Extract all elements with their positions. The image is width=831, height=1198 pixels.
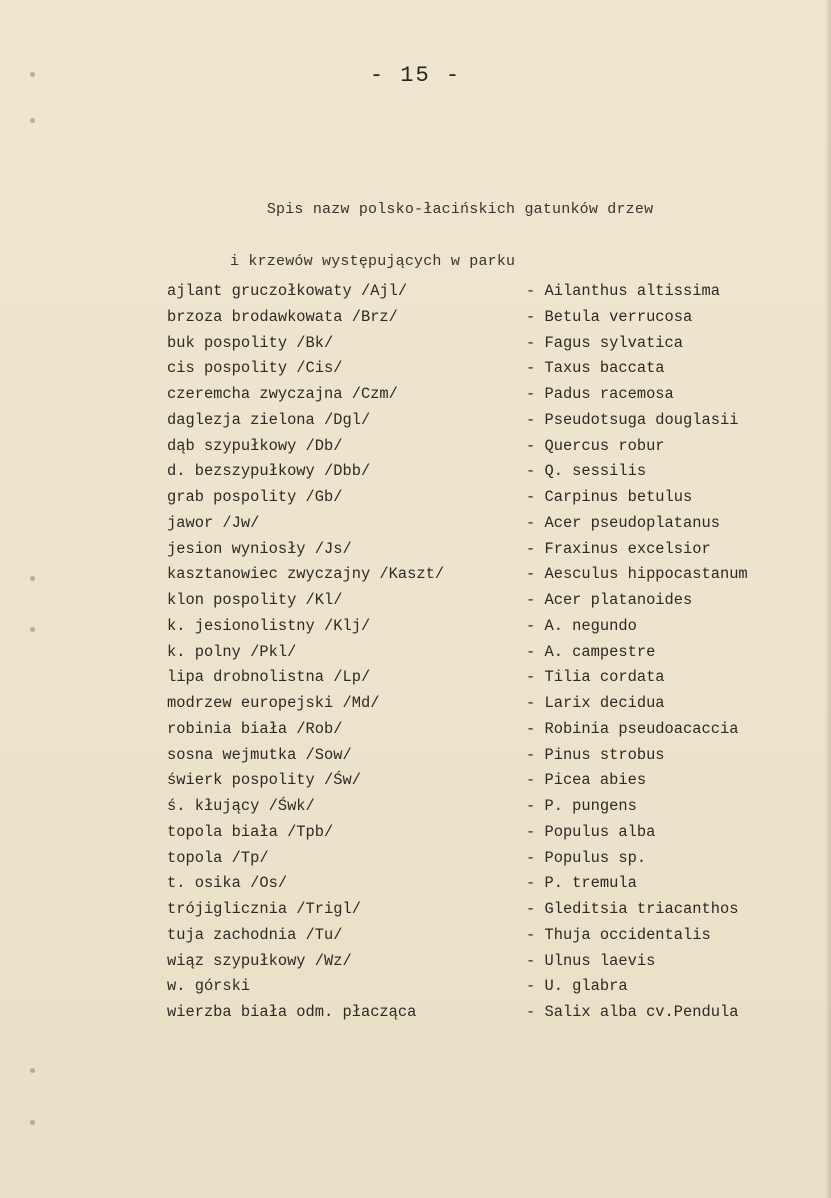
latin-name: - Aesculus hippocastanum (526, 565, 748, 584)
latin-name: - Populus alba (526, 822, 656, 841)
latin-name: - Gleditsia triacanthos (526, 900, 739, 918)
latin-name: - Quercus robur (526, 436, 665, 455)
species-row (0, 974, 831, 1000)
latin-name: - Populus sp. (526, 848, 647, 867)
title-line-2: i krzewów występujących w parku (230, 253, 516, 270)
polish-name: w. górski (167, 977, 251, 996)
polish-name: cis pospolity /Cis/ (167, 359, 343, 378)
species-row (0, 768, 831, 794)
page-number: - 15 - (369, 63, 462, 88)
latin-name: - U. glabra (526, 977, 628, 996)
polish-name: grab pospolity /Gb/ (167, 488, 343, 506)
polish-name: ś. kłujący /Śwk/ (167, 797, 315, 815)
species-row (0, 459, 831, 485)
latin-name: - Taxus baccata (526, 359, 665, 378)
latin-name: - Acer platanoides (526, 591, 693, 609)
polish-name: daglezja zielona /Dgl/ (167, 410, 371, 429)
species-row (0, 743, 831, 769)
polish-name: wiąz szypułkowy /Wz/ (167, 951, 352, 970)
latin-name: - Carpinus betulus (526, 488, 693, 506)
latin-name: - Ailanthus altissima (526, 282, 720, 300)
species-row (0, 588, 831, 614)
polish-name: brzoza brodawkowata /Brz/ (167, 307, 398, 326)
polish-name: dąb szypułkowy /Db/ (167, 436, 343, 455)
species-row (0, 794, 831, 820)
latin-name: - Ulnus laevis (526, 951, 656, 970)
latin-name: - Salix alba cv.Pendula (526, 1003, 739, 1021)
species-row (0, 949, 831, 975)
polish-name: czeremcha zwyczajna /Czm/ (167, 385, 398, 403)
species-row (0, 923, 831, 949)
binding-hole-mark (30, 1120, 35, 1125)
latin-name: - A. negundo (526, 616, 637, 635)
species-row (0, 640, 831, 666)
title-line-1: Spis nazw polsko-łacińskich gatunków drzew (266, 201, 654, 218)
latin-name: - A. campestre (526, 642, 656, 661)
species-row (0, 562, 831, 588)
species-row (0, 820, 831, 846)
latin-name: - Padus racemosa (526, 385, 674, 403)
latin-name: - Tilia cordata (526, 668, 665, 687)
latin-name: - Fraxinus excelsior (526, 539, 711, 558)
polish-name: k. polny /Pkl/ (167, 642, 297, 661)
polish-name: t. osika /Os/ (167, 874, 288, 893)
species-row (0, 717, 831, 743)
latin-name: - Pinus strobus (526, 745, 665, 764)
species-row (0, 305, 831, 331)
species-row (0, 846, 831, 872)
latin-name: - Picea abies (526, 771, 647, 790)
polish-name: jesion wyniosły /Js/ (167, 539, 352, 558)
species-row (0, 356, 831, 382)
latin-name: - Fagus sylvatica (526, 333, 684, 352)
polish-name: k. jesionolistny /Klj/ (167, 616, 371, 635)
species-row (0, 382, 831, 408)
polish-name: klon pospolity /Kl/ (167, 591, 343, 609)
polish-name: ajlant gruczołkowaty /Ajl/ (167, 282, 408, 300)
species-list (0, 279, 831, 1026)
binding-hole-mark (30, 118, 35, 123)
polish-name: świerk pospolity /Św/ (167, 771, 361, 790)
polish-name: robinia biała /Rob/ (167, 719, 343, 738)
species-row (0, 691, 831, 717)
latin-name: - Thuja occidentalis (526, 925, 711, 944)
latin-name: - Betula verrucosa (526, 307, 693, 326)
polish-name: topola /Tp/ (167, 848, 269, 867)
polish-name: trójiglicznia /Trigl/ (167, 900, 361, 918)
species-row (0, 897, 831, 923)
polish-name: tuja zachodnia /Tu/ (167, 925, 343, 944)
species-row (0, 331, 831, 357)
species-row (0, 279, 831, 305)
species-row (0, 434, 831, 460)
latin-name: - Larix decidua (526, 694, 665, 712)
binding-hole-mark (30, 1068, 35, 1073)
species-row (0, 485, 831, 511)
polish-name: topola biała /Tpb/ (167, 822, 334, 841)
latin-name: - Q. sessilis (526, 462, 647, 481)
polish-name: modrzew europejski /Md/ (167, 694, 380, 712)
latin-name: - Pseudotsuga douglasii (526, 410, 739, 429)
species-row (0, 408, 831, 434)
species-row (0, 1000, 831, 1026)
species-row (0, 537, 831, 563)
polish-name: kasztanowiec zwyczajny /Kaszt/ (167, 565, 445, 584)
polish-name: lipa drobnolistna /Lp/ (167, 668, 371, 687)
polish-name: wierzba biała odm. płacząca (167, 1003, 417, 1021)
polish-name: jawor /Jw/ (167, 513, 260, 532)
species-row (0, 511, 831, 537)
species-row (0, 871, 831, 897)
polish-name: sosna wejmutka /Sow/ (167, 745, 352, 764)
latin-name: - P. pungens (526, 797, 637, 815)
latin-name: - Robinia pseudoacaccia (526, 719, 739, 738)
latin-name: - Acer pseudoplatanus (526, 513, 720, 532)
latin-name: - P. tremula (526, 874, 637, 893)
polish-name: d. bezszypułkowy /Dbb/ (167, 462, 371, 481)
species-row (0, 665, 831, 691)
species-row (0, 614, 831, 640)
polish-name: buk pospolity /Bk/ (167, 333, 334, 352)
